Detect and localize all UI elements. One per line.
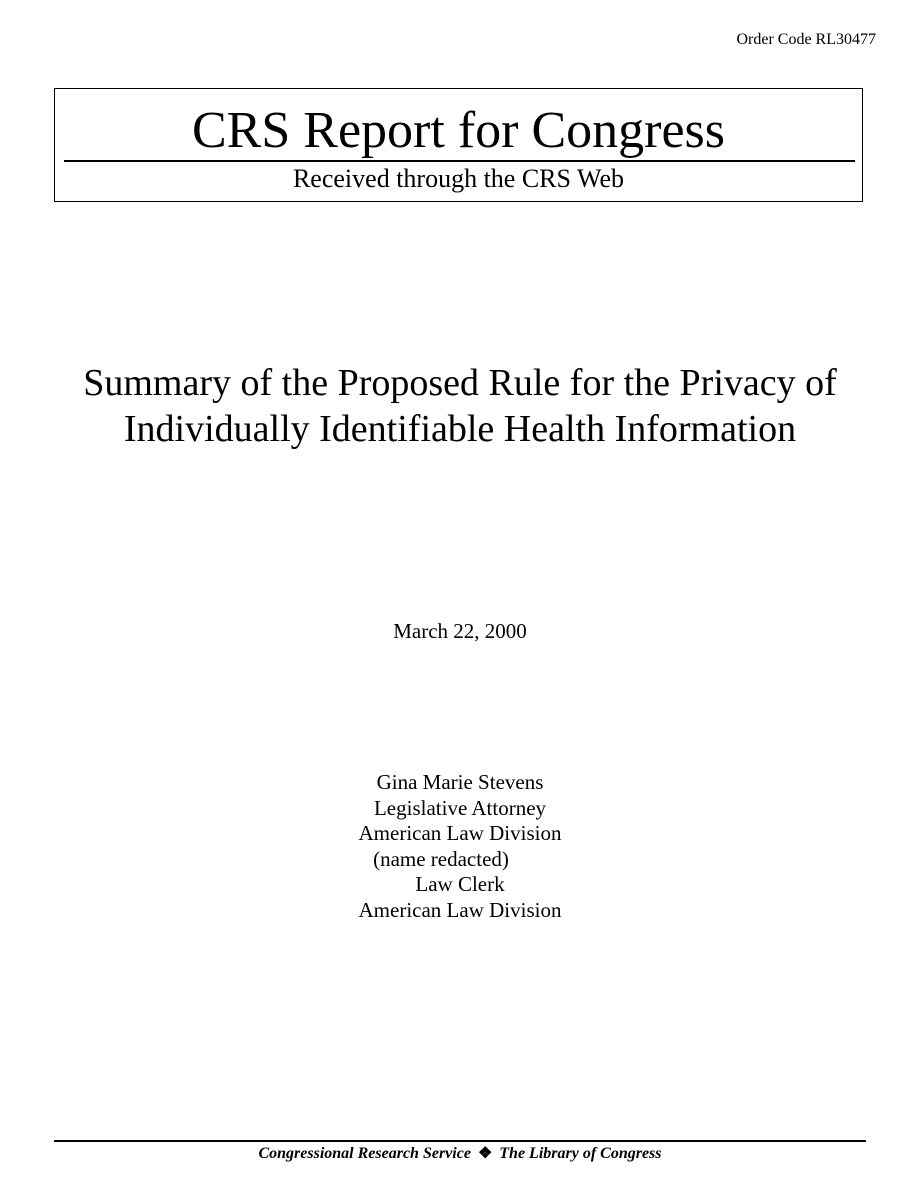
author-line: American Law Division — [358, 821, 562, 846]
report-title-line-2: Individually Identifiable Health Information — [123, 408, 797, 450]
author-line: Law Clerk — [415, 872, 505, 897]
masthead-divider — [64, 160, 855, 162]
author-line: (name redacted) — [373, 846, 509, 871]
author-block — [0, 770, 920, 924]
footer-publisher: Congressional Research Service — [258, 1145, 471, 1162]
masthead-title: CRS Report for Congress — [192, 102, 725, 159]
masthead-box — [54, 88, 863, 202]
report-date: March 22, 2000 — [393, 619, 527, 643]
order-code: Order Code RL30477 — [736, 31, 876, 48]
footer-library: The Library of Congress — [499, 1145, 662, 1162]
masthead-subtitle: Received through the CRS Web — [292, 164, 625, 193]
footer-divider — [54, 1140, 866, 1142]
author-line: American Law Division — [358, 897, 562, 922]
diamond-separator-icon: ❖ — [477, 1145, 493, 1162]
report-title-line-1: Summary of the Proposed Rule for the Privacy of — [83, 362, 837, 404]
author-line: Legislative Attorney — [373, 795, 547, 820]
footer — [0, 1144, 920, 1164]
report-title — [30, 360, 890, 452]
author-line: Gina Marie Stevens — [376, 770, 544, 794]
